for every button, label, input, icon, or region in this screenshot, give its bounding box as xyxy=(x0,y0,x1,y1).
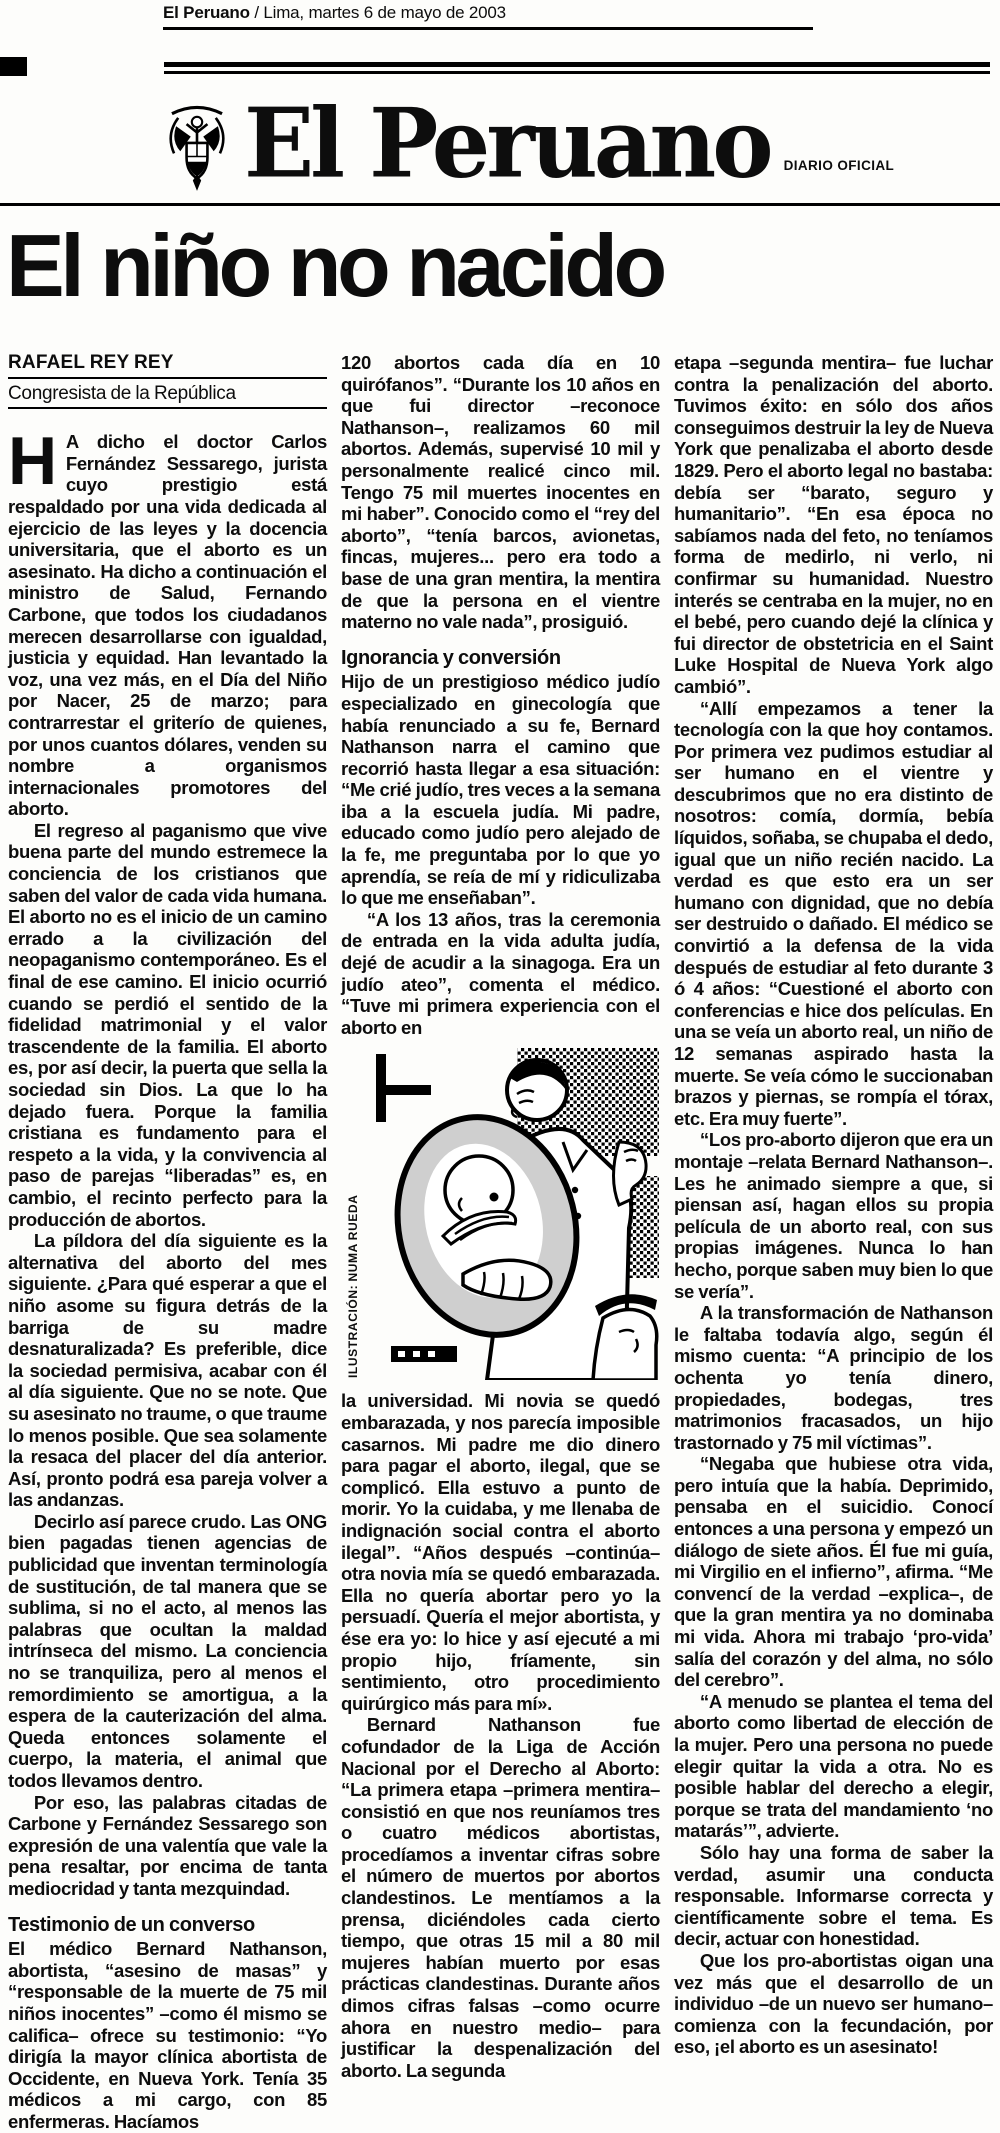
headline: El niño no nacido xyxy=(6,216,663,315)
paragraph: El médico Bernard Nathanson, abortista, “asesino de masas” y “responsable de la muerte de 75 mil niños inocentes” –como él mismo se califica– ofrece su testimonio: “Yo dirigía la mayor clínica abortista de Occidente, en Nueva York. Tenía 35 médicos a mi cargo, con 85 enfermeras. Hacíamos xyxy=(8,1938,327,2132)
paragraph: A la transformación de Nathanson le faltaba todavía algo, según él mismo cuenta: “A principio de los ochenta yo tenía dinero, propiedades, bodegas, tres matrimonios fracasados, un hijo trastornado y 75 mil víctimas”. xyxy=(674,1302,993,1453)
paragraph: Hijo de un prestigioso médico judío especializado en ginecología que había renunciado a su fe, Bernard Nathanson narra el camino que recorrió hasta llegar a esa situación: “Me crié judío, tres veces a la semana iba a la escuela judía. Mi padre, educado como judío pero alejado de la fe, me preguntaba por lo que yo aprendía, se reía de mí y ridiculizaba lo que me enseñaban”. xyxy=(341,671,660,909)
article-column-3 xyxy=(674,352,993,2133)
paragraph: La píldora del día siguiente es la alternativa del aborto del mes siguiente. ¿Para qué esperar a que el niño asome su figura detrás de la barriga de su madre desnaturalizada? Es preferible, dice la sociedad permisiva, acabar con él al día siguiente. Que no se note. Que su asesinato no traume, o que traume lo menos posible. Que sea solamente la resaca del placer del día anterior. Así, pronto podrá esa pareja volver a las andanzas. xyxy=(8,1230,327,1511)
paragraph: “A menudo se plantea el tema del aborto como libertad de elección de la mujer. Pero una persona no puede elegir quitar la vida a otra. No es posible hablar del derecho a elegir, porque se trata del mandamiento ‘no matarás’”, advierte. xyxy=(674,1690,993,1842)
section-heading-testimonio: Testimonio de un converso xyxy=(8,1913,255,1936)
paragraph xyxy=(8,423,327,820)
paragraph: “Los pro-aborto dijeron que era un montaje –relata Bernard Nathanson–. Les he animado siempre a que, si piensan así, hagan ellos su propia película de un aborto real, con sus propias imágenes. Nunca lo han hecho, porque saben muy bien lo que se vería”. xyxy=(674,1129,993,1302)
masthead-tagline: DIARIO OFICIAL xyxy=(783,157,895,173)
paragraph: Por eso, las palabras citadas de Carbone y Fernández Sessarego son expresión de una valentía que vale la pena resaltar, por encima de tanta mediocridad y tanta mezquindad. xyxy=(8,1791,327,1899)
article-columns xyxy=(8,352,992,2133)
article-column-1 xyxy=(8,352,327,2133)
scan-ink-artifact xyxy=(0,57,27,76)
masthead-title: El Peruano xyxy=(244,86,770,200)
illustration-figure xyxy=(341,1048,660,1382)
peru-coat-of-arms-icon xyxy=(164,97,230,193)
masthead xyxy=(164,88,990,198)
byline-author: RAFAEL REY REY xyxy=(8,352,327,379)
byline-role: Congresista de la República xyxy=(8,383,327,410)
paragraph: El regreso al paganismo que vive buena parte del mundo estremece la conciencia de los cristianos que saben del valor de cada vida humana. El aborto no es el inicio de un camino errado a la civilización del neopaganismo contemporáneo. Es el final de ese camino. El inicio ocurrió cuando se perdió el sentido de la fidelidad matrimonial y el valor trascendente de la familia. El aborto es, por así decir, la puerta que sella la sociedad sin Dios. La que lo ha dejado fuera. Porque la familia cristiana es fundamento para el respeto a la vida, y la convivencia al paso de parejas “liberadas” es, en cambio, el recinto perfecto para la producción de abortos. xyxy=(8,819,327,1230)
section-heading-ignorancia: Ignorancia y conversión xyxy=(341,646,561,669)
masthead-double-rule xyxy=(164,62,990,74)
paragraph: la universidad. Mi novia se quedó embarazada, y nos parecía imposible casarnos. Mi padre me dio dinero para pagar el aborto, ilegal, que se complicó. Ella estuvo a punto de morir. Yo la cuidaba, y me llenaba de indignación social contra el aborto ilegal”. “Años después –continúa– otra novia mía se quedó embarazada. Ella no quería abortar pero yo la persuadí. Quería el mejor abortista, y ése era yo: lo hice y así ejecuté a mi propio hijo, fríamente, sin sentimiento, otro procedimiento quirúrgico más para mí». xyxy=(341,1390,660,1714)
paragraph: Que los pro-abortistas oigan una vez más que el desarrollo de un individuo –de un nuevo ser humano– comienza con la fecundación, por eso, ¡el aborto es un asesinato! xyxy=(674,1949,993,2058)
paragraph: etapa –segunda mentira– fue luchar contra la penalización del aborto. Tuvimos éxito: en sólo dos años conseguimos destruir la ley de Nueva York que penalizaba el aborto desde 1829. Pero el aborto legal no bastaba: debía ser “barato, seguro y humanitario”. “En esa época no sabíamos nada del feto, no teníamos forma de medirlo, ni verlo, ni confirmar su humanidad. Nuestro interés se centraba en la mujer, no en el bebé, pero cuando dejé la clínica y fui director de obstetricia en el Saint Luke Hospital de Nueva York algo cambió”. xyxy=(674,352,993,697)
paragraph: Decirlo así parece crudo. Las ONG bien pagadas tienen agencias de publicidad que inventan terminología de sustitución, de tal manera que se sublima, si no el acto, al menos las palabras que ocultan la maldad intrínseca del mismo. La conciencia no se tranquiliza, pero al menos el remordimiento se amortigua, a la espera de la cauterización del alma. Queda entonces solamente el cuerpo, la materia, el animal que todos llevamos dentro. xyxy=(8,1510,327,1791)
paragraph: “A los 13 años, tras la ceremonia de entrada en la vida adulta judía, dejé de acudir a la sinagoga. Era un judío ateo”, comenta el médico. “Tuve mi primera experiencia con el aborto en xyxy=(341,908,660,1038)
paragraph: Bernard Nathanson fue cofundador de la Liga de Acción Nacional por el Derecho al Aborto: “La primera etapa –primera mentira– consistió en que nos reuníamos tres o cuatro médicos abortistas, procedíamos a inventar cifras sobre el número de muertos por abortos clandestinos. Le mentíamos a la prensa, diciéndoles cada cierto tiempo, que otras 15 mil a 80 mil mujeres habían muerto por esas prácticas clandestinas. Durante años dimos cifras falsas –como ocurre ahora en nuestro medio– para justificar la despenalización del aborto. La segunda xyxy=(341,1714,660,2081)
article-column-2 xyxy=(341,352,660,2133)
paragraph: Sólo hay una forma de saber la verdad, asumir una conducta responsable. Informarse correcta y científicamente sobre el tema. Es decir, actuar con honestidad. xyxy=(674,1841,993,1950)
paragraph: “Negaba que hubiese otra vida, pero intuía que la había. Deprimido, pensaba en el suicidio. Conocí entonces a una persona y empezó un diálogo de siete años. Él fue mi guía, mi Virgilio en el infierno”, afirma. “Me convencí de la verdad –explica–, de que la gran mentira ya no dominaba mi vida. Ahora mi trabajo ‘pro-vida’ salía del corazón y del alma, no sólo del cerebro”. xyxy=(674,1453,993,1691)
drop-cap: H xyxy=(8,423,57,500)
paragraph: 120 abortos cada día en 10 quirófanos”. “Durante los 10 años en que fui director –reconoce Nathanson–, realizamos 60 mil abortos. Además, supervisé 10 mil y personalmente realicé cinco mil. Tengo 75 mil muertes inocentes en mi haber”. Conocido como el “rey del aborto”, “tenía barcos, avionetas, fincas, mujeres... pero era todo a base de una gran mentira, la mentira de que la persona en el vientre materno no vale nada”, prosiguió. xyxy=(341,352,660,633)
paragraph: “Allí empezamos a tener la tecnología con la que hoy contamos. Por primera vez pudimos estudiar al ser humano en el vientre y descubrimos que no era distinto de nosotros: comía, dormía, bebía líquidos, soñaba, se chupaba el dedo, igual que un niño recién nacido. La verdad es que esto era un ser humano con dignidad, que no debía ser destruido o dañado. El médico se convirtió a la defensa de la vida después de estudiar al feto durante 3 ó 4 años: “Cuestioné el aborto con conferencias e hice dos películas. En una se veía un aborto real, un niño de 12 semanas aspirado hasta la muerte. Se veía cómo le succionaban brazos y piernas, se rompía el tórax, etc. Era muy fuerte”. xyxy=(674,697,993,1129)
byline xyxy=(8,352,327,409)
illustration-credit: ILUSTRACIÓN: NUMA RUEDA xyxy=(346,1194,360,1379)
unborn-child-illustration xyxy=(367,1048,659,1380)
section-rule xyxy=(0,203,1000,206)
dateline-text: / Lima, martes 6 de mayo de 2003 xyxy=(249,3,506,22)
dateline-brand: El Peruano xyxy=(163,3,250,22)
dateline xyxy=(163,3,813,30)
paragraph-text: A dicho el doctor Carlos Fernández Sessarego, jurista cuyo prestigio está respaldado por una vida dedicada al ejercicio de las leyes y la docencia universitaria, que el aborto es un asesinato. Ha dicho a continuación el ministro de Salud, Fernando Carbone, que todos los ciudadanos merecen desarrollarse con igualdad, justicia y equidad. Han levantado la voz, una vez más, en el Día del Niño por Nacer, 25 de marzo; para contrarrestar el griterío de quienes, por unos cuantos dólares, venden su nombre a organismos internacionales promotores del aborto. xyxy=(8,431,327,820)
